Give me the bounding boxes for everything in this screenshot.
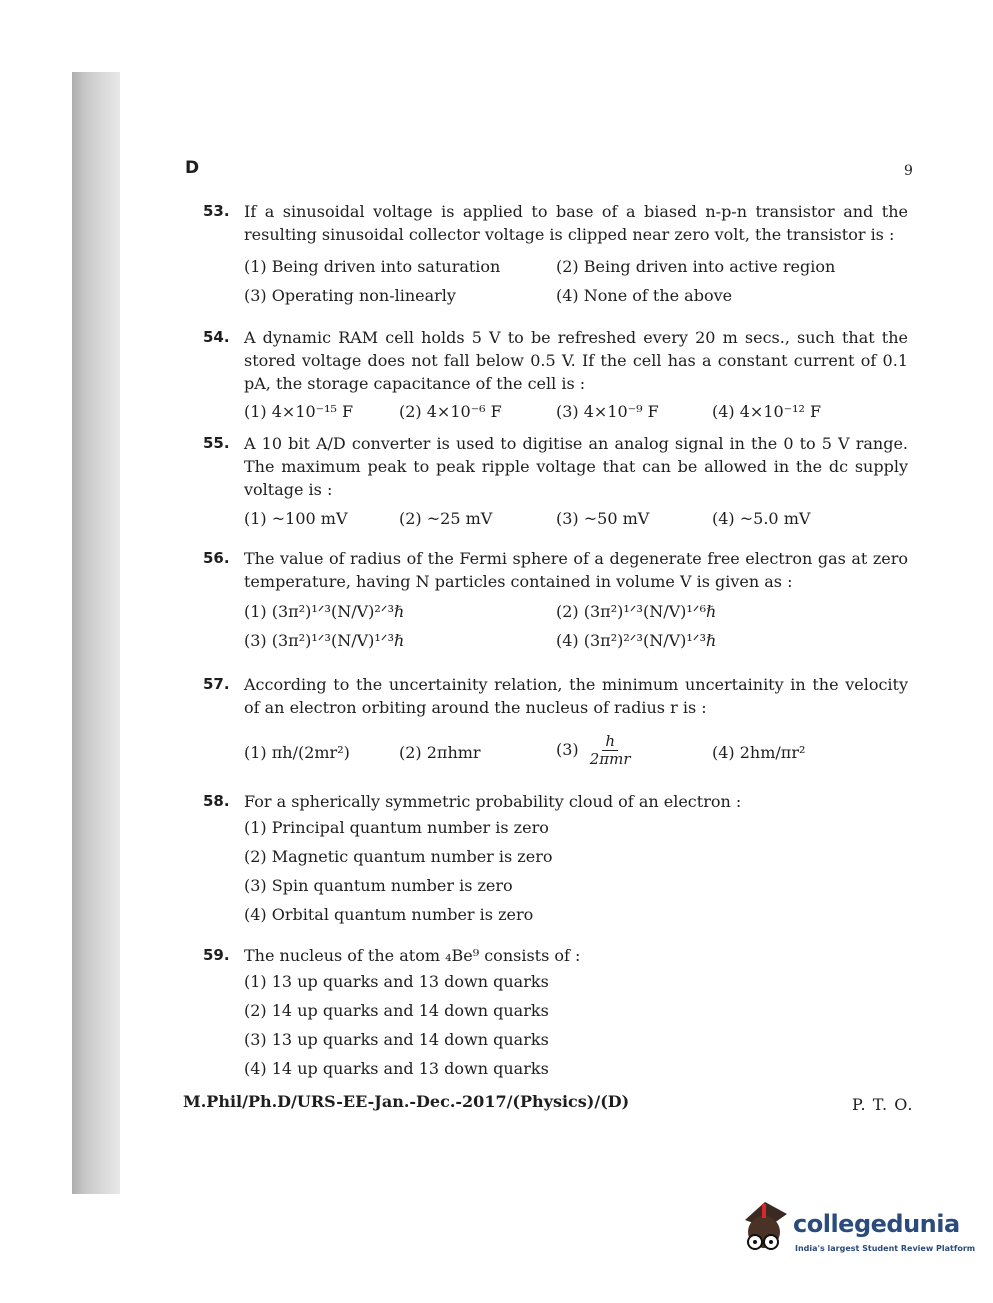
- question-53: [203, 200, 908, 310]
- question-57: [203, 673, 908, 773]
- options: [244, 397, 908, 426]
- option-4: (4) 2hm/πr²: [712, 743, 806, 762]
- option-3: (3) (3π²)¹ᐟ³(N/V)¹ᐟ³ℏ: [244, 631, 405, 650]
- option-1: (1) πh/(2mr²): [244, 743, 350, 762]
- fraction-denominator: 2πmr: [589, 750, 631, 768]
- option-3-label: (3): [556, 740, 579, 759]
- question-number: 57.: [203, 675, 230, 693]
- question-56: [203, 547, 908, 655]
- options: [244, 967, 908, 1083]
- option-4: (4) None of the above: [556, 286, 733, 305]
- question-54: [203, 326, 908, 426]
- options: [244, 504, 908, 533]
- fraction: [590, 733, 631, 768]
- option-3: (3) Operating non-linearly: [244, 286, 456, 305]
- option-4: (4) ~5.0 mV: [712, 509, 811, 528]
- option-1: (1) 4×10⁻¹⁵ F: [244, 402, 354, 421]
- question-text: A 10 bit A/D converter is used to digitise an analog signal in the 0 to 5 V range. The maximum peak to peak ripple voltage that can be allowed in the dc supply voltage is :: [244, 434, 908, 499]
- question-text: The nucleus of the atom ₄Be⁹ consists of :: [244, 946, 581, 965]
- question-59: [203, 944, 908, 1083]
- options: [244, 733, 908, 773]
- option-3: (3) Spin quantum number is zero: [244, 876, 513, 895]
- brand-tagline: India's largest Student Review Platform: [795, 1244, 976, 1253]
- question-number: 56.: [203, 549, 230, 567]
- option-1: (1) 13 up quarks and 13 down quarks: [244, 972, 549, 991]
- collegedunia-watermark: [735, 1198, 976, 1264]
- option-2: (2) Being driven into active region: [556, 257, 836, 276]
- options: [244, 813, 908, 929]
- option-1: (1) ~100 mV: [244, 509, 348, 528]
- option-4: (4) (3π²)²ᐟ³(N/V)¹ᐟ³ℏ: [556, 631, 717, 650]
- option-1: (1) Being driven into saturation: [244, 257, 501, 276]
- page-number: 9: [904, 163, 913, 179]
- option-3: (3) ~50 mV: [556, 509, 650, 528]
- mascot-icon: [735, 1198, 793, 1264]
- option-2: (2) 4×10⁻⁶ F: [399, 402, 502, 421]
- set-code: D: [185, 158, 200, 178]
- paper-code: M.Phil/Ph.D/URS-EE-Jan.-Dec.-2017/(Physics)/(D): [183, 1092, 630, 1111]
- option-1: (1) Principal quantum number is zero: [244, 818, 549, 837]
- option-3: (3) 13 up quarks and 14 down quarks: [244, 1030, 549, 1049]
- question-55: [203, 432, 908, 533]
- option-2: (2) ~25 mV: [399, 509, 493, 528]
- question-number: 54.: [203, 328, 230, 346]
- question-number: 53.: [203, 202, 230, 220]
- question-58: [203, 790, 908, 929]
- question-text: A dynamic RAM cell holds 5 V to be refreshed every 20 m secs., such that the stored voltage does not fall below 0.5 V. If the cell has a constant current of 0.1 pA, the storage capacitance of the cell is :: [244, 328, 908, 393]
- question-text: If a sinusoidal voltage is applied to base of a biased n-p-n transistor and the resulting sinusoidal collector voltage is clipped near zero volt, the transistor is :: [244, 202, 908, 244]
- option-3: (3) 4×10⁻⁹ F: [556, 402, 659, 421]
- option-2: (2) 2πhmr: [399, 743, 481, 762]
- fraction-numerator: h: [602, 733, 618, 751]
- option-2: (2) (3π²)¹ᐟ³(N/V)¹ᐟ⁶ℏ: [556, 602, 717, 621]
- option-2: (2) 14 up quarks and 14 down quarks: [244, 1001, 549, 1020]
- option-1: (1) (3π²)¹ᐟ³(N/V)²ᐟ³ℏ: [244, 602, 405, 621]
- scan-edge-shadow: [72, 72, 120, 1194]
- question-text: For a spherically symmetric probability cloud of an electron :: [244, 792, 742, 811]
- question-number: 55.: [203, 434, 230, 452]
- option-4: (4) 14 up quarks and 13 down quarks: [244, 1059, 549, 1078]
- question-number: 58.: [203, 792, 230, 810]
- option-2: (2) Magnetic quantum number is zero: [244, 847, 553, 866]
- question-number: 59.: [203, 946, 230, 964]
- question-text: According to the uncertainity relation, the minimum uncertainity in the velocity of an electron orbiting around the nucleus of radius r is :: [244, 675, 908, 717]
- options: [244, 597, 908, 655]
- pto-label: P. T. O.: [852, 1095, 914, 1114]
- brand-name: collegedunia: [793, 1210, 960, 1238]
- option-3: [556, 733, 631, 768]
- option-4: (4) 4×10⁻¹² F: [712, 402, 822, 421]
- options: [244, 252, 908, 310]
- option-4: (4) Orbital quantum number is zero: [244, 905, 534, 924]
- question-text: The value of radius of the Fermi sphere of a degenerate free electron gas at zero temperature, having N particles contained in volume V is given as :: [244, 549, 908, 591]
